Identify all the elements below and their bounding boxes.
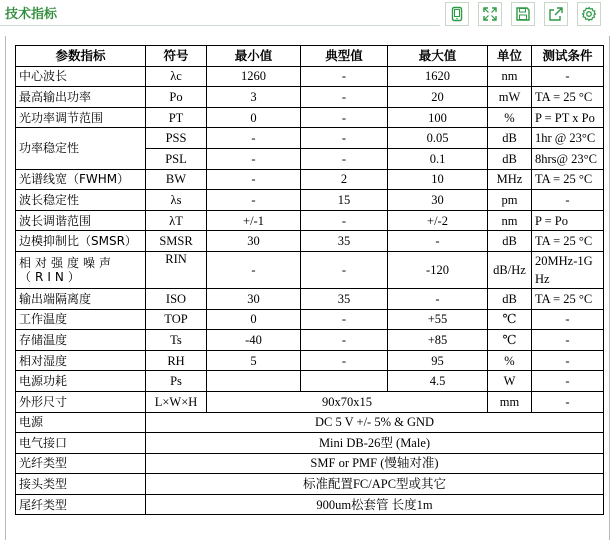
param-typ: - xyxy=(301,107,388,128)
param-name: 最高输出功率 xyxy=(16,87,146,108)
param-min: - xyxy=(207,251,301,288)
param-name: 波长调谐范围 xyxy=(16,210,146,231)
param-max: -120 xyxy=(388,251,488,288)
table-row xyxy=(16,288,604,309)
table-header-row xyxy=(16,46,604,67)
param-name: 电源 xyxy=(16,412,146,433)
param-name: 波长稳定性 xyxy=(16,190,146,211)
table-row xyxy=(16,453,604,474)
param-value: SMF or PMF (慢轴对准) xyxy=(146,453,604,474)
param-max: - xyxy=(388,288,488,309)
param-min: 0 xyxy=(207,107,301,128)
param-name: 光功率调节范围 xyxy=(16,107,146,128)
param-min: 5 xyxy=(207,350,301,371)
param-max: 95 xyxy=(388,350,488,371)
param-condition: - xyxy=(532,66,604,87)
param-max: +/-2 xyxy=(388,210,488,231)
param-min: +/-1 xyxy=(207,210,301,231)
table-row xyxy=(16,494,604,515)
param-max: 0.1 xyxy=(388,148,488,169)
param-name: 功率稳定性 xyxy=(16,128,146,169)
param-max: 100 xyxy=(388,107,488,128)
param-typ: - xyxy=(301,128,388,149)
section-title: 技术指标 xyxy=(5,7,58,22)
param-unit: W xyxy=(488,371,532,392)
param-condition: 1hr @ 23°C xyxy=(532,128,604,149)
param-max: +55 xyxy=(388,309,488,330)
param-typ: 2 xyxy=(301,169,388,190)
param-typ: - xyxy=(301,350,388,371)
param-name: 接头类型 xyxy=(16,474,146,495)
tablet-icon xyxy=(449,6,465,22)
param-min: -40 xyxy=(207,330,301,351)
param-max: - xyxy=(388,231,488,252)
param-name: 光谱线宽（FWHM） xyxy=(16,169,146,190)
param-max: +85 xyxy=(388,330,488,351)
table-row xyxy=(16,391,604,412)
param-condition: TA = 25 °C xyxy=(532,169,604,190)
param-symbol: RH xyxy=(146,350,207,371)
column-header: 典型值 xyxy=(301,46,388,67)
section-header xyxy=(0,0,616,32)
param-symbol: PSL xyxy=(146,148,207,169)
param-symbol: λT xyxy=(146,210,207,231)
param-name: 相对强度噪声（RIN） xyxy=(16,251,146,288)
param-unit: dB xyxy=(488,288,532,309)
param-typ: - xyxy=(301,87,388,108)
param-unit: pm xyxy=(488,190,532,211)
param-min: 3 xyxy=(207,87,301,108)
param-min: 30 xyxy=(207,288,301,309)
param-typ: - xyxy=(301,330,388,351)
param-min: 1260 xyxy=(207,66,301,87)
table-row xyxy=(16,330,604,351)
param-typ: - xyxy=(301,309,388,330)
column-header: 测试条件 xyxy=(532,46,604,67)
param-symbol: SMSR xyxy=(146,231,207,252)
table-row xyxy=(16,190,604,211)
param-unit: mW xyxy=(488,87,532,108)
param-condition: P = PT x Po xyxy=(532,107,604,128)
column-header: 最小值 xyxy=(207,46,301,67)
param-condition: - xyxy=(532,330,604,351)
share-icon xyxy=(548,6,564,22)
table-row xyxy=(16,309,604,330)
param-name: 光纤类型 xyxy=(16,453,146,474)
param-min: - xyxy=(207,148,301,169)
param-symbol: RIN xyxy=(146,251,207,288)
param-min: - xyxy=(207,190,301,211)
param-symbol: PT xyxy=(146,107,207,128)
param-symbol: PSS xyxy=(146,128,207,149)
param-value: 900um松套管 长度1m xyxy=(146,494,604,515)
param-name: 输出端隔离度 xyxy=(16,288,146,309)
param-unit: nm xyxy=(488,66,532,87)
param-unit: mm xyxy=(488,391,532,412)
table-row xyxy=(16,474,604,495)
table-row xyxy=(16,169,604,190)
param-name: 工作温度 xyxy=(16,309,146,330)
param-unit: nm xyxy=(488,210,532,231)
header-divider xyxy=(0,25,440,26)
expand-icon xyxy=(482,6,498,22)
settings-button[interactable] xyxy=(577,2,601,26)
param-symbol: L×W×H xyxy=(146,391,207,412)
param-typ: 15 xyxy=(301,190,388,211)
param-name: 相对湿度 xyxy=(16,350,146,371)
param-unit: dB xyxy=(488,231,532,252)
param-name: 尾纤类型 xyxy=(16,494,146,515)
table-row xyxy=(16,128,604,149)
fullscreen-button[interactable] xyxy=(478,2,502,26)
settings-icon xyxy=(581,6,597,22)
param-symbol: Ts xyxy=(146,330,207,351)
param-value: DC 5 V +/- 5% & GND xyxy=(146,412,604,433)
param-max: 30 xyxy=(388,190,488,211)
param-min: - xyxy=(207,128,301,149)
param-unit: % xyxy=(488,350,532,371)
column-header: 符号 xyxy=(146,46,207,67)
param-unit: ℃ xyxy=(488,330,532,351)
param-name: 电源功耗 xyxy=(16,371,146,392)
param-typ: - xyxy=(301,148,388,169)
param-condition: - xyxy=(532,391,604,412)
share-button[interactable] xyxy=(544,2,568,26)
param-min xyxy=(207,371,301,392)
param-typ: 35 xyxy=(301,288,388,309)
table-row xyxy=(16,251,604,288)
param-condition: 20MHz-1GHz xyxy=(532,251,604,288)
param-max: 20 xyxy=(388,87,488,108)
column-header: 参数指标 xyxy=(16,46,146,67)
save-button[interactable] xyxy=(511,2,535,26)
param-symbol: BW xyxy=(146,169,207,190)
param-unit: dB xyxy=(488,148,532,169)
param-min: 0 xyxy=(207,309,301,330)
param-condition: TA = 25 °C xyxy=(532,87,604,108)
param-condition: - xyxy=(532,371,604,392)
param-symbol: Po xyxy=(146,87,207,108)
param-typ: - xyxy=(301,66,388,87)
table-row xyxy=(16,412,604,433)
param-condition: P = Po xyxy=(532,210,604,231)
param-condition: TA = 25 °C xyxy=(532,231,604,252)
param-value: 标准配置FC/APC型或其它 xyxy=(146,474,604,495)
param-unit: dB/Hz xyxy=(488,251,532,288)
spec-table xyxy=(15,45,604,515)
param-typ: 35 xyxy=(301,231,388,252)
param-condition: 8hrs@ 23°C xyxy=(532,148,604,169)
param-typ: - xyxy=(301,210,388,231)
param-name: 电气接口 xyxy=(16,433,146,454)
table-row xyxy=(16,433,604,454)
table-row xyxy=(16,87,604,108)
tablet-view-button[interactable] xyxy=(445,2,469,26)
param-name: 边模抑制比（SMSR） xyxy=(16,231,146,252)
param-value: Mini DB-26型 (Male) xyxy=(146,433,604,454)
param-typ xyxy=(301,371,388,392)
param-unit: dB xyxy=(488,128,532,149)
param-name: 外形尺寸 xyxy=(16,391,146,412)
param-condition: - xyxy=(532,350,604,371)
param-unit: MHz xyxy=(488,169,532,190)
param-max: 0.05 xyxy=(388,128,488,149)
param-typ: - xyxy=(301,251,388,288)
param-max: 1620 xyxy=(388,66,488,87)
param-symbol: Ps xyxy=(146,371,207,392)
param-unit: % xyxy=(488,107,532,128)
param-max: 4.5 xyxy=(388,371,488,392)
param-condition: - xyxy=(532,309,604,330)
table-row xyxy=(16,231,604,252)
param-value: 90x70x15 xyxy=(207,391,488,412)
param-min: 30 xyxy=(207,231,301,252)
column-header: 单位 xyxy=(488,46,532,67)
param-condition: TA = 25 °C xyxy=(532,288,604,309)
param-min: - xyxy=(207,169,301,190)
param-name: 中心波长 xyxy=(16,66,146,87)
table-row xyxy=(16,107,604,128)
table-row xyxy=(16,350,604,371)
param-max: 10 xyxy=(388,169,488,190)
param-symbol: TOP xyxy=(146,309,207,330)
param-symbol: ISO xyxy=(146,288,207,309)
param-unit: ℃ xyxy=(488,309,532,330)
param-condition: - xyxy=(532,190,604,211)
save-icon xyxy=(515,6,531,22)
param-symbol: λs xyxy=(146,190,207,211)
table-row xyxy=(16,66,604,87)
column-header: 最大值 xyxy=(388,46,488,67)
table-row xyxy=(16,210,604,231)
table-row xyxy=(16,371,604,392)
param-name: 存储温度 xyxy=(16,330,146,351)
param-symbol: λc xyxy=(146,66,207,87)
